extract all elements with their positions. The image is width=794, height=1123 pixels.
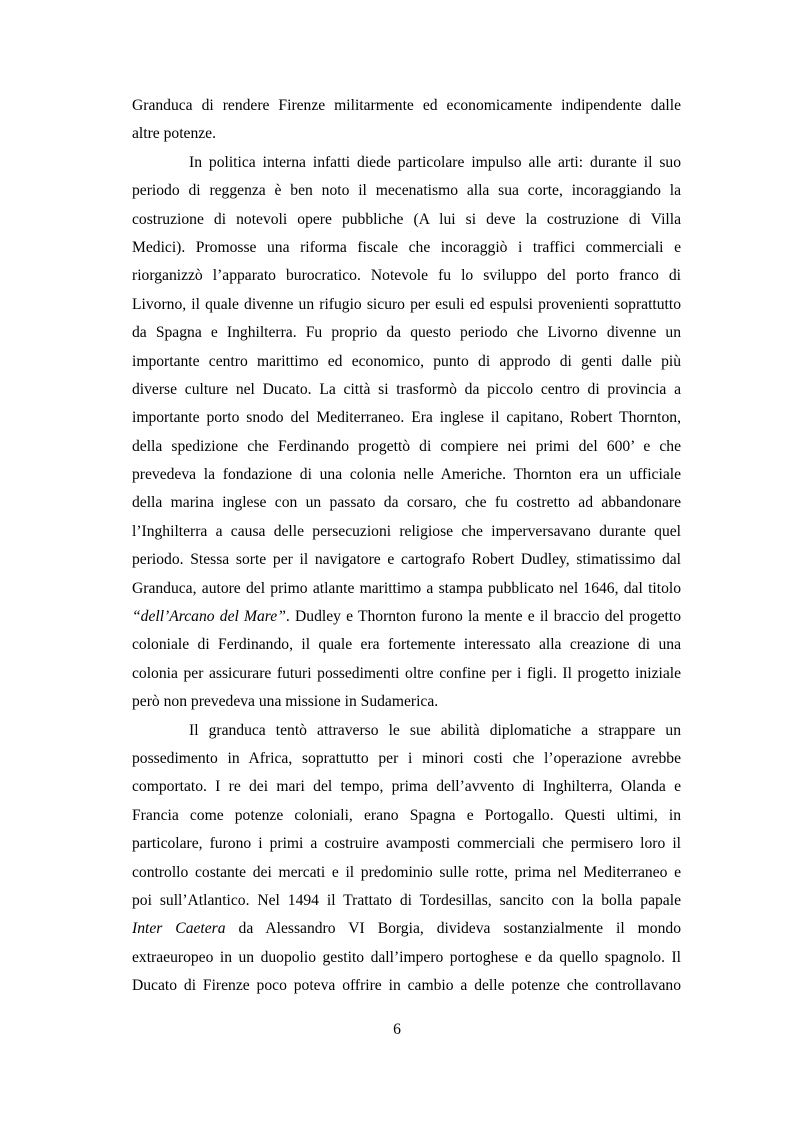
page-number: 6 [393, 1021, 401, 1038]
text-line: Livorno, il quale divenne un rifugio sicuro per esuli ed espulsi provenienti soprattutto [132, 295, 681, 313]
text-line-with-title [132, 603, 681, 631]
paragraph-start-line: Il granduca tentò attraverso le sue abilità diplomatiche a strappare un [189, 721, 681, 739]
text-line: riorganizzò l’apparato burocratico. Notevole fu lo sviluppo del porto franco di [132, 267, 681, 285]
text-line: da Spagna e Inghilterra. Fu proprio da questo periodo che Livorno divenne un [132, 324, 681, 342]
text-line: della spedizione che Ferdinando progettò di compiere nei primi del 600’ e che [132, 437, 681, 455]
text-line: diverse culture nel Ducato. La città si trasformò da piccolo centro di provincia a [132, 380, 681, 398]
text-line: importante porto snodo del Mediterraneo. Era inglese il capitano, Robert Thornton, [132, 409, 681, 427]
text-line: coloniale di Ferdinando, il quale era fortemente interessato alla creazione di una [132, 636, 681, 654]
text-line: colonia per assicurare futuri possedimenti oltre confine per i figli. Il progetto iniziale [132, 664, 681, 682]
text-line: costruzione di notevoli opere pubbliche (A lui si deve la costruzione di Villa [132, 210, 681, 228]
paragraph-end-line: però non prevedeva una missione in Sudamerica. [132, 693, 439, 711]
text-line: prevedeva la fondazione di una colonia nelle Americhe. Thornton era un ufficiale [132, 466, 681, 484]
text-line: importante centro marittimo ed economico, punto di approdo di genti dalle più [132, 352, 681, 370]
text-line: comportato. I re dei mari del tempo, prima dell’avvento di Inghilterra, Olanda e [132, 778, 681, 796]
text-line-rest: . Dudley e Thornton furono la mente e il braccio del progetto [285, 608, 681, 626]
text-line: poi sull’Atlantico. Nel 1494 il Trattato di Tordesillas, sancito con la bolla papale [132, 891, 681, 909]
book-title: “dell’Arcano del Mare” [132, 608, 286, 626]
text-line: extraeuropeo in un duopolio gestito dall’impero portoghese e da quello spagnolo. Il [132, 948, 681, 966]
text-line: l’Inghilterra a causa delle persecuzioni religiose che imperversavano durante quel [132, 522, 681, 540]
text-line-with-title [132, 915, 681, 943]
text-line: periodo di reggenza è ben noto il mecenatismo alla sua corte, incoraggiando la [132, 182, 681, 200]
bull-title: Inter Caetera [132, 920, 226, 938]
text-line: Ducato di Firenze poco poteva offrire in cambio a delle potenze che controllavano [132, 977, 681, 995]
text-line: Francia come potenze coloniali, erano Spagna e Portogallo. Questi ultimi, in [132, 806, 681, 824]
paragraph-end-line: altre potenze. [132, 125, 216, 143]
text-line: periodo. Stessa sorte per il navigatore e cartografo Robert Dudley, stimatissimo dal [132, 551, 681, 569]
text-line-rest: da Alessandro VI Borgia, divideva sostanzialmente il mondo [225, 920, 681, 938]
text-line: Medici). Promosse una riforma fiscale che incoraggiò i traffici commerciali e [132, 238, 681, 256]
document-body [132, 92, 681, 1001]
text-line: Granduca di rendere Firenze militarmente ed economicamente indipendente dalle [132, 97, 681, 114]
text-line: controllo costante dei mercati e il predominio sulle rotte, prima nel Mediterraneo e [132, 863, 681, 881]
text-line: possedimento in Africa, soprattutto per i minori costi che l’operazione avrebbe [132, 749, 681, 767]
text-line: della marina inglese con un passato da corsaro, che fu costretto ad abbandonare [132, 494, 681, 512]
text-line: Granduca, autore del primo atlante marittimo a stampa pubblicato nel 1646, dal titolo [132, 579, 681, 597]
paragraph-start-line: In politica interna infatti diede particolare impulso alle arti: durante il suo [189, 153, 681, 171]
text-line: particolare, furono i primi a costruire avamposti commerciali che permisero loro il [132, 835, 681, 853]
